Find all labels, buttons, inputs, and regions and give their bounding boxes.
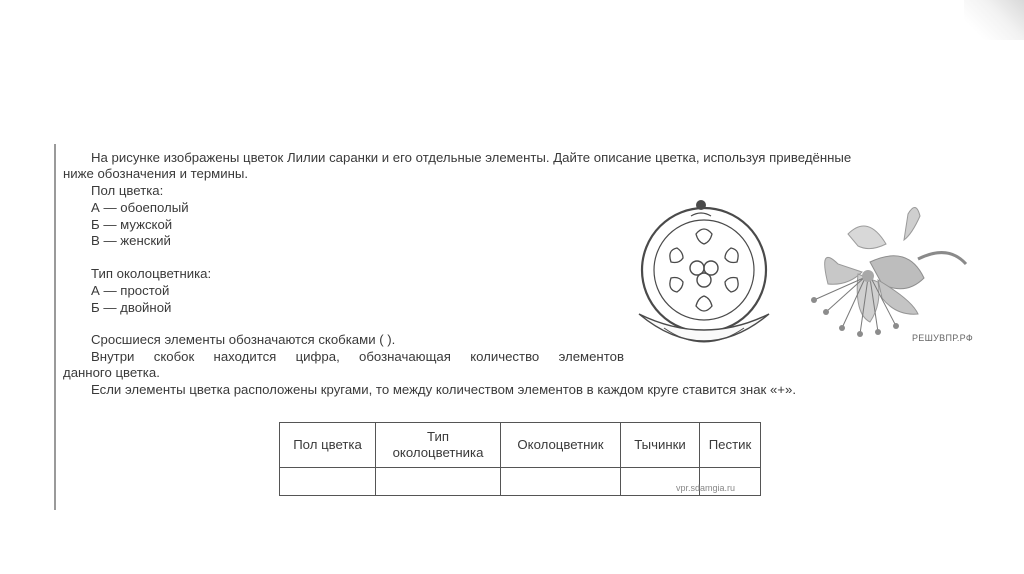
inside-line-2: данного цветка. — [63, 365, 160, 380]
inside-word: количество — [470, 349, 540, 364]
inside-word: цифра, — [295, 349, 340, 364]
sex-option: Б — мужской — [91, 217, 173, 232]
header-cell: Пол цветка — [280, 423, 376, 468]
table-watermark: vpr.sdamgia.ru — [676, 483, 736, 493]
sex-option: В — женский — [91, 233, 171, 248]
sex-heading: Пол цветка: — [91, 183, 164, 198]
inside-word: обозначающая — [359, 349, 451, 364]
lily-illustration — [811, 207, 966, 337]
header-cell: Тип околоцветника — [376, 423, 501, 468]
intro-line-1: На рисунке изображены цветок Лилии саранки и его отдельные элементы. Дайте описание цветка, используя приведённые — [91, 150, 852, 165]
answer-cell[interactable] — [501, 468, 621, 496]
table-header-row — [280, 423, 761, 468]
perianth-heading: Тип околоцветника: — [91, 266, 212, 281]
corner-shadow — [964, 0, 1024, 40]
inside-word: скобок — [153, 349, 195, 364]
floral-diagram — [639, 200, 769, 342]
intro-line-2: ниже обозначения и термины. — [63, 166, 249, 181]
left-rule — [54, 144, 56, 510]
header-cell: Околоцветник — [501, 423, 621, 468]
figure-watermark: РЕШУВПР.РФ — [912, 333, 973, 343]
answer-cell[interactable] — [376, 468, 501, 496]
perianth-option: Б — двойной — [91, 300, 172, 315]
inside-word: Внутри — [91, 349, 135, 364]
inside-word: элементов — [558, 349, 624, 364]
circles-note: Если элементы цветка расположены кругами, то между количеством элементов в каждом круге ставится знак «+». — [91, 382, 797, 397]
brackets-note: Сросшиеся элементы обозначаются скобками ( ). — [91, 332, 396, 347]
header-cell: Тычинки — [621, 423, 700, 468]
answer-cell[interactable] — [280, 468, 376, 496]
header-cell: Пестик — [700, 423, 761, 468]
inside-line-1 — [91, 349, 624, 366]
inside-word: находится — [213, 349, 277, 364]
sex-option: А — обоеполый — [91, 200, 189, 215]
perianth-option: А — простой — [91, 283, 170, 298]
